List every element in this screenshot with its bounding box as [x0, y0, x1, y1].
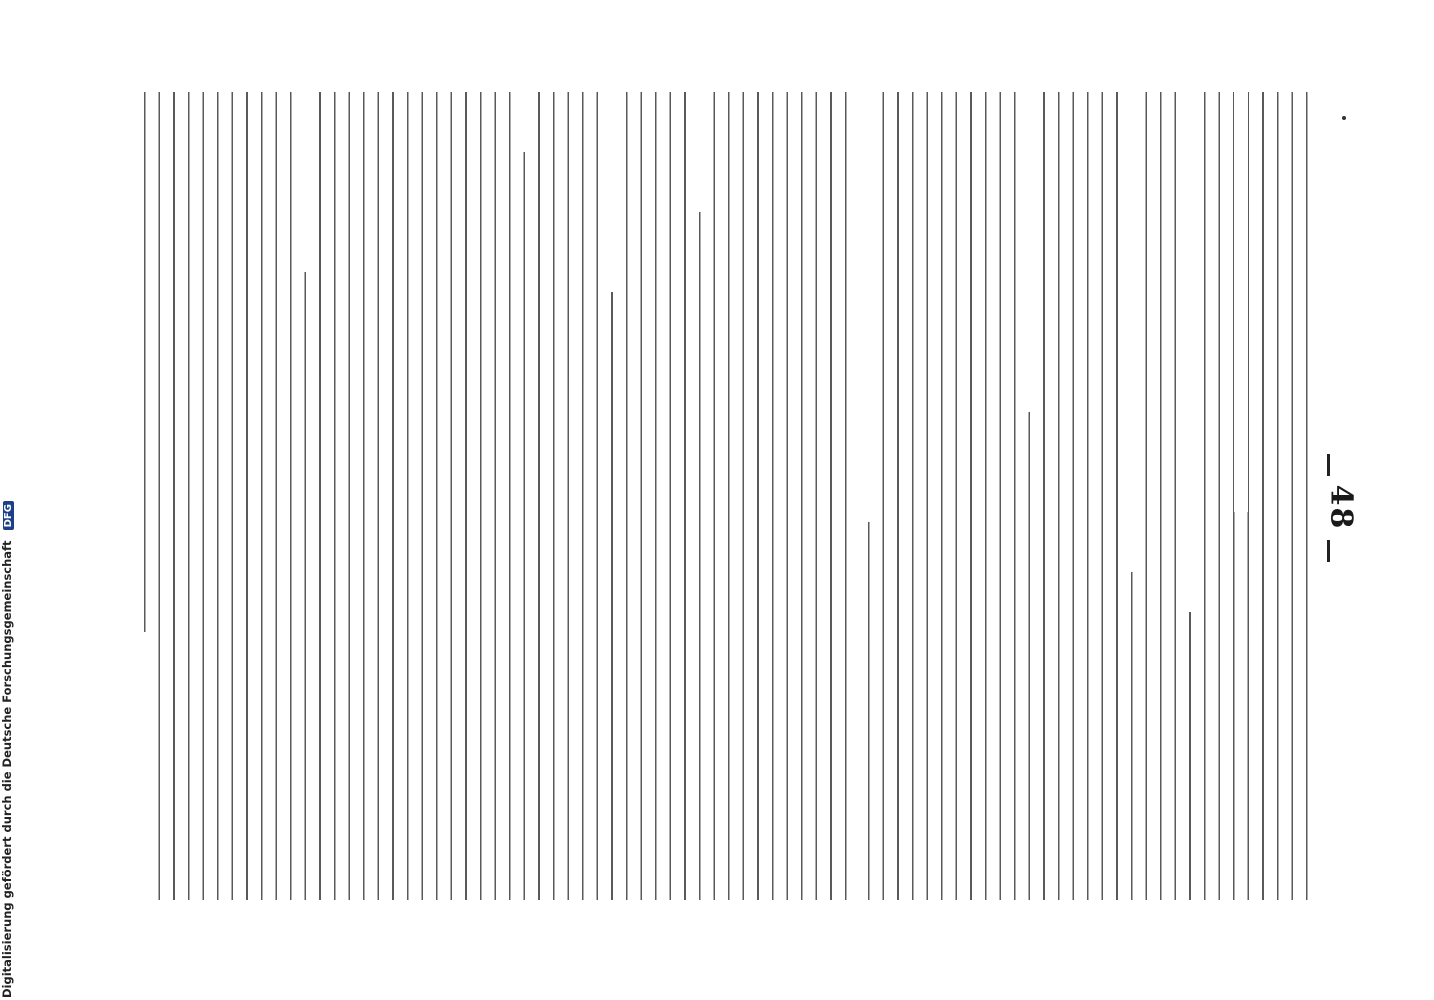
text-column-right: [868, 92, 1314, 900]
paragraph-break: [520, 92, 534, 152]
paragraph-break: [1018, 92, 1032, 412]
paragraph-break: [1182, 92, 1196, 612]
column-edge-space: [144, 632, 158, 900]
page-number-dash: [1327, 540, 1330, 562]
paragraph-break: [1234, 92, 1248, 512]
page-number-dash: [1327, 454, 1330, 476]
paragraph-break: [302, 92, 316, 272]
credit-text: Digitalisierung gefördert durch die Deutsche Forschungsgemeinschaft: [0, 540, 14, 998]
page-number: 48: [1323, 484, 1359, 531]
text-column-left: [144, 92, 856, 900]
dfg-logo: DFG: [3, 501, 14, 530]
paragraph-break: [868, 92, 882, 522]
paragraph-break: [606, 92, 620, 292]
paragraph-break: [692, 92, 706, 212]
paragraph-break: [1120, 92, 1134, 572]
digitization-credit: [0, 501, 14, 998]
scan-speck: [1342, 116, 1346, 120]
